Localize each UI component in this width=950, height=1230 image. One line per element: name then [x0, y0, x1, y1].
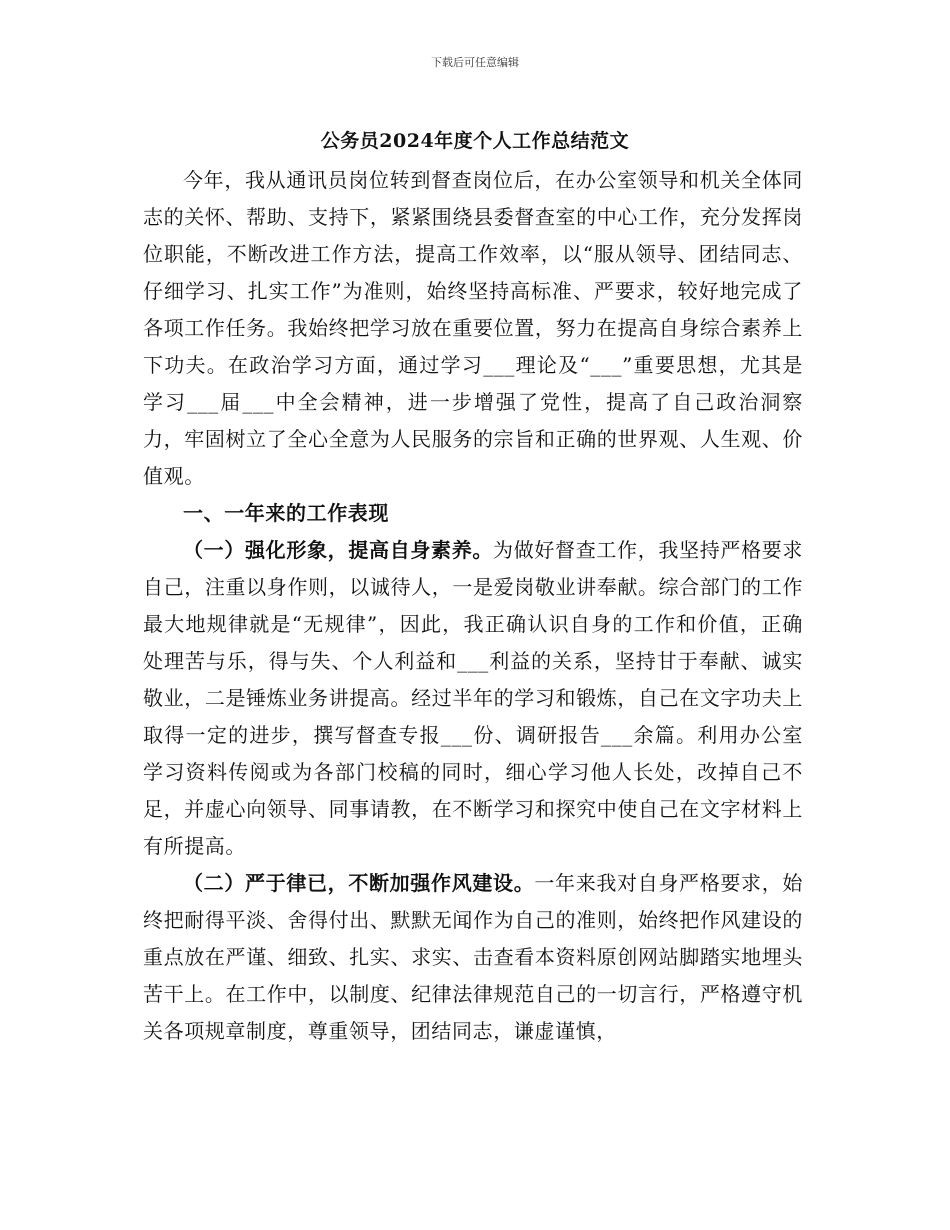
paragraph-section-1-2 [143, 865, 803, 1050]
document-body [143, 162, 803, 1050]
paragraph-section-1-1 [143, 532, 803, 865]
paragraph-text-1-1: 为做好督查工作，我坚持严格要求自己，注重以身作则，以诚待人，一是爱岗敬业讲奉献。综合部门的工作最大地规律就是“无规律”，因此，我正确认识自身的工作和价值，正确处理苦与乐，得与失、个人利益和___利益的关系，坚持甘于奉献、诚实敬业，二是锤炼业务讲提高。经过半年的学习和锻炼，自己在文字功夫上取得一定的进步，撰写督查专报___份、调研报告___余篇。利用办公室学习资料传阅或为各部门校稿的同时，细心学习他人长处，改掉自己不足，并虚心向领导、同事请教，在不断学习和探究中使自己在文字材料上有所提高。 [143, 538, 804, 858]
section-heading-1: 一、一年来的工作表现 [183, 501, 389, 525]
paragraph-text-1-2: 一年来我对自身严格要求，始终把耐得平淡、舍得付出、默默无闻作为自己的准则，始终把作风建设的重点放在严谨、细致、扎实、求实、击查看本资料原创网站脚踏实地埋头苦干上。在工作中，以制度、纪律法律规范自己的一切言行，严格遵守机关各项规章制度，尊重领导，团结同志，谦虚谨慎， [143, 871, 803, 1043]
header-note: 下载后可任意编辑 [431, 56, 519, 69]
paragraph-lead-1-2: （二）严于律已，不断加强作风建设。 [183, 871, 535, 895]
document-title: 公务员2024年度个人工作总结范文 [320, 130, 630, 152]
paragraph-intro: 今年，我从通讯员岗位转到督查岗位后，在办公室领导和机关全体同志的关怀、帮助、支持下，紧紧围绕县委督查室的中心工作，充分发挥岗位职能，不断改进工作方法，提高工作效率，以“服从领导、团结同志、仔细学习、扎实工作”为准则，始终坚持高标准、严要求，较好地完成了各项工作任务。我始终把学习放在重要位置，努力在提高自身综合素养上下功夫。在政治学习方面，通过学习___理论及“___”重要思想，尤其是学习___届___中全会精神，进一步增强了党性，提高了自己政治洞察力，牢固树立了全心全意为人民服务的宗旨和正确的世界观、人生观、价值观。 [143, 168, 803, 488]
paragraph-lead-1-1: （一）强化形象，提高自身素养。 [183, 538, 494, 562]
